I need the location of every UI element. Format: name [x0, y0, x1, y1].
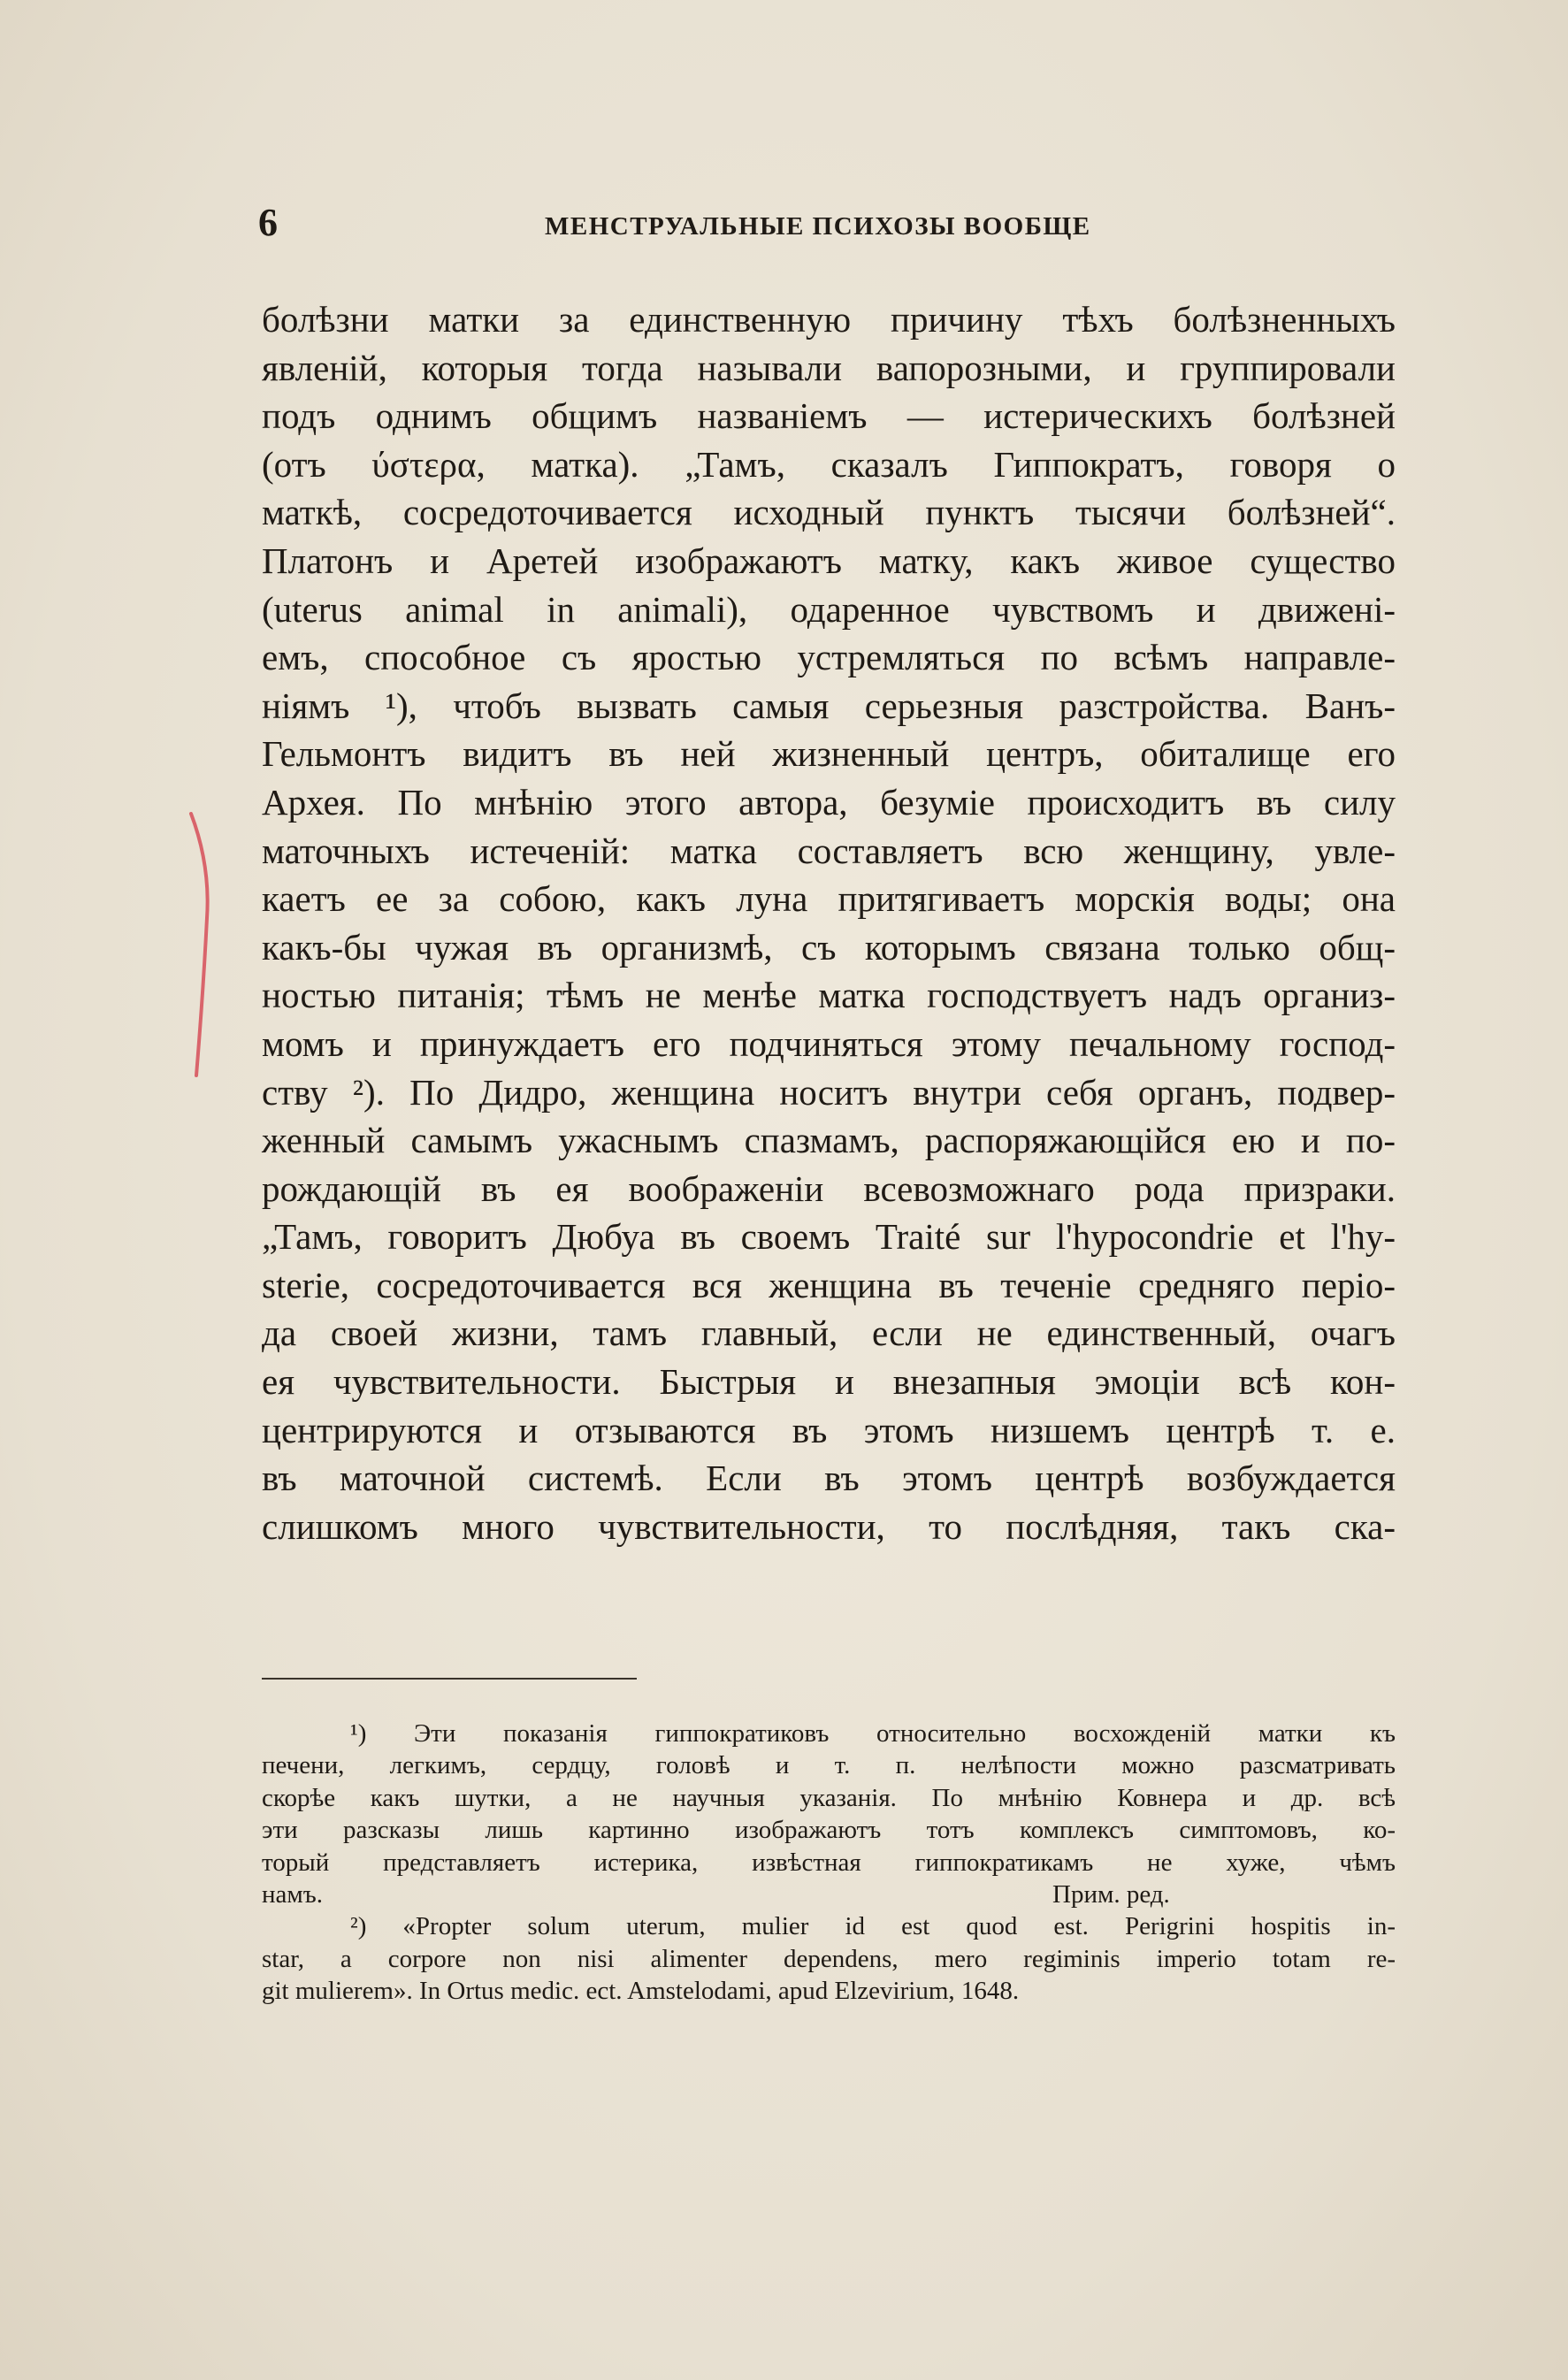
main-text	[262, 295, 1396, 1550]
footnote-1-last-word: намъ.	[262, 1879, 323, 1909]
red-pencil-margin-mark	[184, 812, 219, 1077]
text-line: sterie, сосредоточивается вся женщина въ теченіе средняго періо-	[262, 1264, 1396, 1305]
text-line: (uterus animal in animali), одаренное чувствомъ и движені-	[262, 588, 1396, 630]
footnote-2-line: ²) «Propter solum uterum, mulier id est quod est. Perigrini hospitis in-	[350, 1912, 1396, 1941]
text-line: емъ, способное съ яростью устремляться по всѣмъ направле-	[262, 637, 1396, 678]
text-line: болѣзни матки за единственную причину тѣхъ болѣзненныхъ	[262, 299, 1396, 340]
page-number: 6	[258, 201, 278, 244]
footnote-1-line: скорѣе какъ шутки, а не научныя указанія. По мнѣнію Ковнера и др. всѣ	[262, 1783, 1396, 1812]
text-line: подъ однимъ общимъ названіемъ — истерическихъ болѣзней	[262, 395, 1396, 437]
text-line: ея чувствительности. Быстрыя и внезапныя эмоціи всѣ кон-	[262, 1361, 1396, 1403]
text-line: каетъ ее за собою, какъ луна притягиваетъ морскія воды; она	[262, 878, 1396, 920]
text-line: (отъ ύστερα, матка). „Тамъ, сказалъ Гиппократъ, говоря о	[262, 443, 1396, 485]
text-line: маткѣ, сосредоточивается исходный пунктъ тысячи болѣзней“.	[262, 492, 1396, 533]
editor-note-sign: Прим. ред.	[1052, 1879, 1170, 1909]
footnote-1-line: печени, легкимъ, сердцу, головѣ и т. п. нелѣпости можно разсматривать	[262, 1751, 1396, 1780]
text-line: центрируются и отзываются въ этомъ низшемъ центрѣ т. е.	[262, 1409, 1396, 1450]
text-line: ностью питанія; тѣмъ не менѣе матка господствуетъ надъ организ-	[262, 975, 1396, 1016]
text-line: слишкомъ много чувствительности, то послѣдняя, такъ ска-	[262, 1505, 1396, 1547]
text-line: какъ-бы чужая въ организмѣ, съ которымъ связана только общ-	[262, 926, 1396, 968]
text-line: рождающій въ ея воображеніи всевозможнаго рода призраки.	[262, 1167, 1396, 1209]
text-line: Гельмонтъ видитъ въ ней жизненный центръ, обиталище его	[262, 733, 1396, 775]
footnote-2-line: star, a corpore non nisi alimenter dependens, mero regiminis imperio totam re-	[262, 1944, 1396, 1973]
text-line: „Тамъ, говоритъ Дюбуа въ своемъ Traité sur l'hypocondrie et l'hy-	[262, 1216, 1396, 1258]
text-line: момъ и принуждаетъ его подчиняться этому печальному господ-	[262, 1022, 1396, 1064]
text-line: маточныхъ истеченій: матка составляетъ всю женщину, увле-	[262, 830, 1396, 871]
footnote-1-tail	[262, 1879, 1396, 1910]
running-title: МЕНСТРУАЛЬНЫЕ ПСИХОЗЫ ВООБЩЕ	[545, 212, 1091, 241]
footnote-separator	[262, 1678, 637, 1680]
footnote-1-line: эти разсказы лишь картинно изображаютъ тотъ комплексъ симптомовъ, ко-	[262, 1816, 1396, 1845]
text-line: ству ²). По Дидро, женщина носитъ внутри себя органъ, подвер-	[262, 1071, 1396, 1113]
footnote-2-tail: git mulierem». In Ortus medic. ect. Amstelodami, apud Elzevirium, 1648.	[262, 1977, 1020, 2006]
footnote-1-line: торый представляетъ истерика, извѣстная гиппократикамъ не хуже, чѣмъ	[262, 1848, 1396, 1877]
text-line: ніямъ ¹), чтобъ вызвать самыя серьезныя разстройства. Ванъ-	[262, 685, 1396, 726]
text-line: въ маточной системѣ. Если въ этомъ центрѣ возбуждается	[262, 1458, 1396, 1499]
text-line: женный самымъ ужаснымъ спазмамъ, распоряжающійся ею и по-	[262, 1120, 1396, 1161]
footnotes	[262, 1718, 1396, 2008]
footnote-1-line: ¹) Эти показанія гиппократиковъ относительно восхожденій матки къ	[350, 1719, 1396, 1748]
text-line: да своей жизни, тамъ главный, если не единственный, очагъ	[262, 1312, 1396, 1354]
text-line: явленій, которыя тогда называли вапорозными, и группировали	[262, 347, 1396, 388]
text-line: Архея. По мнѣнію этого автора, безуміе происходитъ въ силу	[262, 781, 1396, 823]
text-line: Платонъ и Аретей изображаютъ матку, какъ живое существо	[262, 540, 1396, 581]
